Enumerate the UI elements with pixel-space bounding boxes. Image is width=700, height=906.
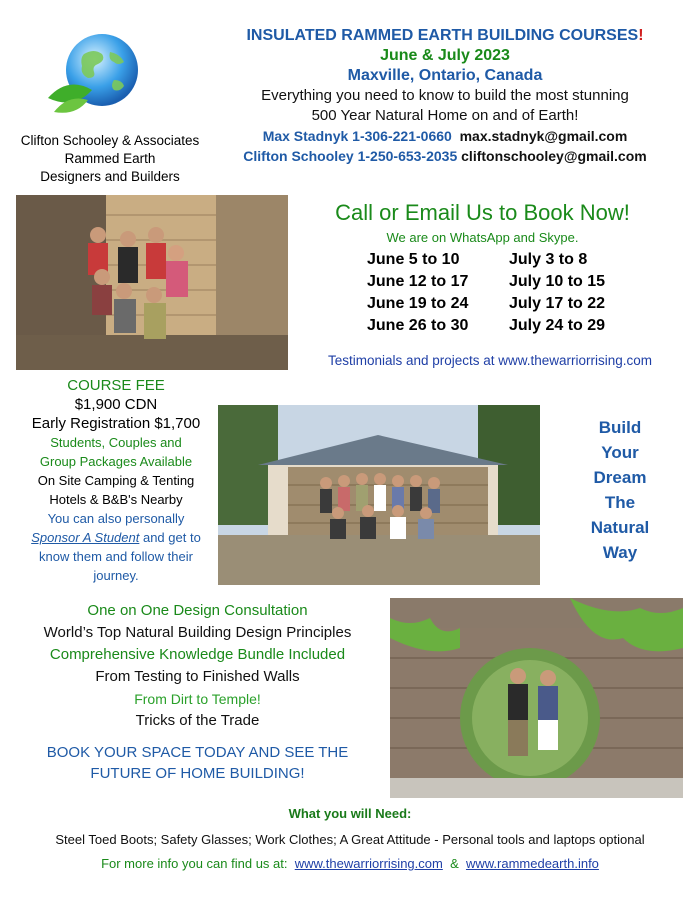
whatsapp-skype-note: We are on WhatsApp and Skype. [386, 230, 579, 245]
thewarriorrising-link[interactable]: www.thewarriorrising.com [294, 856, 443, 871]
course-schedule [367, 249, 660, 337]
schedule-row: June 12 to 17 July 10 to 15 [367, 273, 606, 290]
more-info-line: For more info you can find us at: www.thewarriorrising.com & www.rammedearth.info [101, 856, 599, 871]
build-your-dream-slogan: Build Your Dream The Natural Way [590, 418, 650, 562]
book-your-space: BOOK YOUR SPACE TODAY AND SEE THE FUTURE OF HOME BUILDING! [46, 744, 349, 782]
book-now-heading: Call or Email Us to Book Now! [335, 200, 630, 225]
course-location: Maxville, Ontario, Canada [347, 67, 543, 84]
group-photo-building [218, 405, 540, 585]
schedule-row: June 19 to 24 July 17 to 22 [367, 295, 606, 312]
course-fee-block: COURSE FEE $1,900 CDN Early Registration $1,700 Students, Couples and Group Packages Available On Site Camping & Tenting Hotels & B&B's Nearby You can also personally Sponsor A Student and get to know them and follow their journey. [20, 376, 212, 585]
globe-logo-icon [40, 28, 160, 118]
tagline-line-1: Everything you need to know to build the most stunning [261, 87, 629, 104]
company-name: Clifton Schooley & Associates Rammed Earth Designers and Builders [20, 133, 200, 184]
tagline-line-2: 500 Year Natural Home on and of Earth! [311, 107, 579, 124]
round-window-photo [390, 598, 683, 798]
course-fee-label: COURSE FEE [67, 377, 165, 394]
needs-title: What you will Need: [288, 806, 412, 821]
features-list: One on One Design Consultation World’s Top Natural Building Design Principles Comprehensive Knowledge Bundle Included From Testing to Finished Walls From Dirt to Temple! Tricks of the Trade BOOK YOUR SPACE TODAY AND SEE THE FUTURE OF HOME BUILDING! [10, 600, 385, 784]
header-block [200, 26, 690, 166]
early-registration: Early Registration $1,700 [31, 415, 201, 432]
needs-list: Steel Toed Boots; Safety Glasses; Work Clothes; A Great Attitude - Personal tools and laptops optional [55, 832, 645, 847]
contact-max: Max Stadnyk 1-306-221-0660 max.stadnyk@gmail.com [262, 128, 628, 144]
booking-block [305, 198, 660, 337]
course-price: $1,900 CDN [74, 396, 158, 413]
course-dates: June & July 2023 [380, 47, 510, 64]
schedule-row: June 5 to 10 July 3 to 8 [367, 251, 588, 268]
contact-clifton: Clifton Schooley 1-250-653-2035 cliftonschooley@gmail.com [243, 148, 647, 164]
schedule-row: June 26 to 30 July 24 to 29 [367, 317, 606, 334]
sponsor-student-link[interactable]: Sponsor A Student [31, 530, 140, 545]
rammedearth-link[interactable]: www.rammedearth.info [465, 856, 599, 871]
course-title: INSULATED RAMMED EARTH BUILDING COURSES! [246, 27, 644, 44]
group-photo-rammed-wall [16, 195, 288, 370]
testimonials-line: Testimonials and projects at www.thewarriorrising.com [327, 353, 653, 368]
